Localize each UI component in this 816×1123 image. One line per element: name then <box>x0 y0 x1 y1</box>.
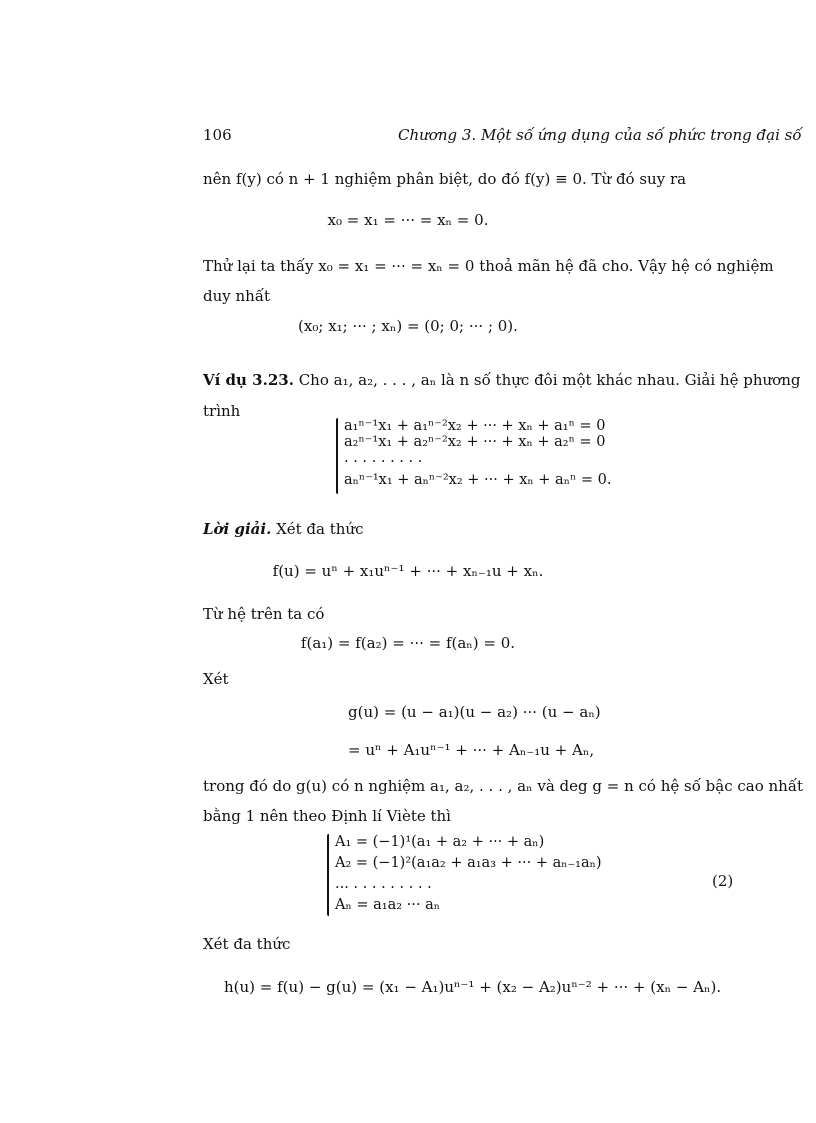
paragraph-line: Từ hệ trên ta có <box>203 605 325 623</box>
equation-system <box>335 834 602 918</box>
equation: (x₀; x₁; ··· ; xₙ) = (0; 0; ··· ; 0). <box>298 317 518 335</box>
example-label: Ví dụ 3.23. <box>203 371 294 389</box>
solution-text: Xét đa thức <box>271 520 364 538</box>
equation: x₀ = x₁ = ··· = xₙ = 0. <box>327 211 489 229</box>
solution-line <box>203 520 364 538</box>
system-row: . . . . . . . . . <box>344 450 423 466</box>
page-number: 106 <box>203 126 232 144</box>
solution-label: Lời giải. <box>203 520 272 538</box>
example-line <box>203 371 800 389</box>
paragraph-line: trong đó do g(u) có n nghiệm a₁, a₂, . . . , aₙ và deg g = n có hệ số bậc cao nhất <box>203 777 804 795</box>
equation: f(u) = uⁿ + x₁uⁿ⁻¹ + ··· + xₙ₋₁u + xₙ. <box>272 562 544 580</box>
system-row: A₁ = (−1)¹(a₁ + a₂ + ··· + aₙ) <box>335 834 545 850</box>
system-row: Aₙ = a₁a₂ ··· aₙ <box>335 897 440 913</box>
equation-tag: (2) <box>712 872 734 890</box>
paragraph-line: Xét <box>203 670 229 688</box>
system-brace <box>336 418 338 494</box>
equation: f(a₁) = f(a₂) = ··· = f(aₙ) = 0. <box>300 634 516 652</box>
system-brace <box>327 834 329 916</box>
paragraph-line: duy nhất <box>203 287 271 305</box>
equation: g(u) = (u − a₁)(u − a₂) ··· (u − aₙ) <box>348 703 601 721</box>
paragraph-line: Xét đa thức <box>203 935 291 953</box>
system-row: a₂ⁿ⁻¹x₁ + a₂ⁿ⁻²x₂ + ··· + xₙ + a₂ⁿ = 0 <box>344 434 606 450</box>
equation: h(u) = f(u) − g(u) = (x₁ − A₁)uⁿ⁻¹ + (x₂ − A₂)uⁿ⁻² + ··· + (xₙ − Aₙ). <box>224 978 722 996</box>
equation: = uⁿ + A₁uⁿ⁻¹ + ··· + Aₙ₋₁u + Aₙ, <box>348 741 595 759</box>
equation-system <box>344 418 611 488</box>
paragraph-line: nên f(y) có n + 1 nghiệm phân biệt, do đó f(y) ≡ 0. Từ đó suy ra <box>203 170 687 188</box>
chapter-title: Chương 3. Một số ứng dụng của số phức trong đại số <box>398 126 802 144</box>
system-row: a₁ⁿ⁻¹x₁ + a₁ⁿ⁻²x₂ + ··· + xₙ + a₁ⁿ = 0 <box>344 418 606 434</box>
paragraph-line: Thử lại ta thấy x₀ = x₁ = ··· = xₙ = 0 thoả mãn hệ đã cho. Vậy hệ có nghiệm <box>203 257 774 275</box>
paragraph-line: trình <box>203 402 241 420</box>
system-row: ... . . . . . . . . . <box>335 876 432 892</box>
system-row: A₂ = (−1)²(a₁a₂ + a₁a₃ + ··· + aₙ₋₁aₙ) <box>335 855 602 871</box>
system-row: aₙⁿ⁻¹x₁ + aₙⁿ⁻²x₂ + ··· + xₙ + aₙⁿ = 0. <box>344 472 612 488</box>
example-text: Cho a₁, a₂, . . . , aₙ là n số thực đôi một khác nhau. Giải hệ phương <box>293 371 801 389</box>
paragraph-line: bằng 1 nên theo Định lí Viète thì <box>203 807 451 825</box>
